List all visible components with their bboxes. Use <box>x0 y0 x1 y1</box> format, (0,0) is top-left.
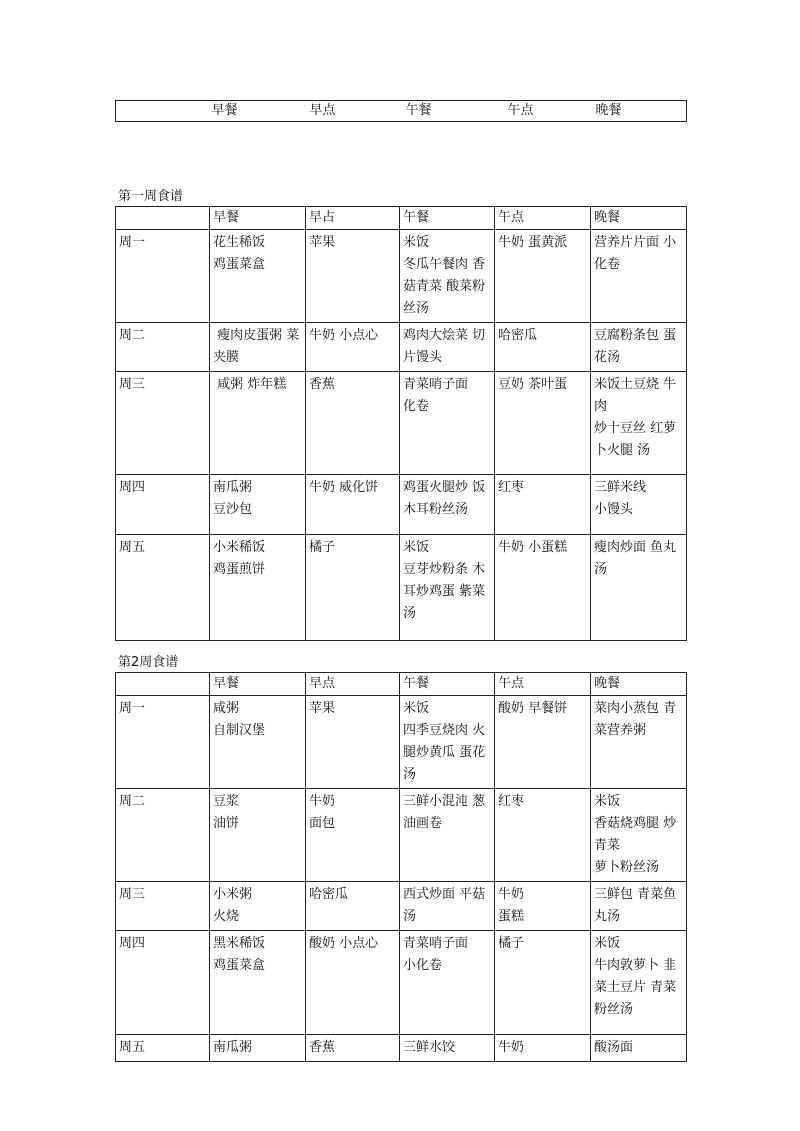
week2-header-row <box>116 673 687 696</box>
week2-meal-cell: 牛奶 蛋糕 <box>495 882 591 931</box>
week1-meal-cell: 小米稀饭 鸡蛋煎饼 <box>210 535 306 641</box>
week2-body <box>116 673 687 1062</box>
week1-meal-cell: 花生稀饭 鸡蛋菜盒 <box>210 230 306 323</box>
week1-day-cell: 周一 <box>116 230 210 323</box>
top-header-cell: 早点 <box>309 103 336 118</box>
week1-meal-cell: 红枣 <box>495 475 591 535</box>
week2-header-cell: 早点 <box>306 673 400 696</box>
week1-meal-cell: 豆腐粉条包 蛋花汤 <box>591 323 687 372</box>
week2-meal-cell: 香蕉 <box>306 1035 400 1062</box>
week1-header-cell: 早占 <box>306 207 400 230</box>
week2-row <box>116 789 687 882</box>
week1-header-cell: 晚餐 <box>591 207 687 230</box>
week1-row <box>116 475 687 535</box>
week2-meal-cell: 三鲜小混沌 葱油画卷 <box>400 789 495 882</box>
week1-row <box>116 535 687 641</box>
week2-meal-cell: 黑米稀饭 鸡蛋菜盒 <box>210 931 306 1035</box>
week1-header-cell: 早餐 <box>210 207 306 230</box>
week1-meal-cell: 瘦肉炒面 鱼丸汤 <box>591 535 687 641</box>
week2-day-cell: 周三 <box>116 882 210 931</box>
week1-meal-cell: 三鲜米线 小馒头 <box>591 475 687 535</box>
week1-row <box>116 372 687 475</box>
week2-meal-cell: 南瓜粥 <box>210 1035 306 1062</box>
week1-meal-cell: 苹果 <box>306 230 400 323</box>
week1-title: 第一周食谱 <box>118 189 184 204</box>
week1-meal-cell: 米饭 冬瓜午餐肉 香菇青菜 酸菜粉丝汤 <box>400 230 495 323</box>
week2-row <box>116 931 687 1035</box>
week2-header-cell: 午餐 <box>400 673 495 696</box>
week2-meal-cell: 小米粥 火烧 <box>210 882 306 931</box>
week1-meal-cell: 瘦肉皮蛋粥 菜夹膜 <box>210 323 306 372</box>
week1-meal-cell: 豆奶 茶叶蛋 <box>495 372 591 475</box>
week1-day-cell: 周四 <box>116 475 210 535</box>
week2-title: 第2周食谱 <box>118 655 179 670</box>
week2-row <box>116 696 687 789</box>
week2-header-cell: 午点 <box>495 673 591 696</box>
week1-meal-cell: 牛奶 小蛋糕 <box>495 535 591 641</box>
top-header-cell: 午餐 <box>405 103 432 118</box>
week1-meal-cell: 鸡肉大烩菜 切片馒头 <box>400 323 495 372</box>
week2-day-cell: 周一 <box>116 696 210 789</box>
week2-meal-cell: 米饭 牛肉敦萝卜 韭菜土豆片 青菜粉丝汤 <box>591 931 687 1035</box>
week1-meal-cell: 橘子 <box>306 535 400 641</box>
top-header-cell: 午点 <box>507 103 534 118</box>
week2-meal-cell: 青菜哨子面 小化卷 <box>400 931 495 1035</box>
week2-row <box>116 882 687 931</box>
week1-meal-cell: 咸粥 炸年糕 <box>210 372 306 475</box>
week1-header-cell <box>116 207 210 230</box>
top-header-cell: 晚餐 <box>595 103 622 118</box>
top-header-row <box>116 101 687 122</box>
week1-meal-cell: 青菜哨子面 化卷 <box>400 372 495 475</box>
week1-meal-cell: 牛奶 小点心 <box>306 323 400 372</box>
week1-day-cell: 周五 <box>116 535 210 641</box>
week2-meal-cell: 咸粥 自制汉堡 <box>210 696 306 789</box>
week2-meal-cell: 酸汤面 <box>591 1035 687 1062</box>
week1-header-cell: 午点 <box>495 207 591 230</box>
top-header-cell <box>116 101 210 122</box>
week2-header-cell <box>116 673 210 696</box>
top-header-cell: 早餐 <box>211 103 238 118</box>
week2-meal-cell: 三鲜水饺 <box>400 1035 495 1062</box>
week1-header-row <box>116 207 687 230</box>
week1-meal-cell: 哈密瓜 <box>495 323 591 372</box>
week2-meal-cell: 红枣 <box>495 789 591 882</box>
week2-meal-cell: 橘子 <box>495 931 591 1035</box>
week2-meal-cell: 西式炒面 平菇汤 <box>400 882 495 931</box>
week1-body <box>116 207 687 641</box>
week1-row <box>116 230 687 323</box>
week2-meal-cell: 酸奶 小点心 <box>306 931 400 1035</box>
week2-meal-cell: 三鲜包 青菜鱼丸汤 <box>591 882 687 931</box>
week1-meal-cell: 牛奶 蛋黄派 <box>495 230 591 323</box>
week2-row <box>116 1035 687 1062</box>
week2-meal-cell: 豆浆 油饼 <box>210 789 306 882</box>
week1-meal-cell: 米饭 豆芽炒粉条 木耳炒鸡蛋 紫菜汤 <box>400 535 495 641</box>
week2-meal-cell: 苹果 <box>306 696 400 789</box>
week2-meal-cell: 哈密瓜 <box>306 882 400 931</box>
week1-meal-cell: 牛奶 威化饼 <box>306 475 400 535</box>
week1-row <box>116 323 687 372</box>
week1-header-cell: 午餐 <box>400 207 495 230</box>
week2-header-cell: 早餐 <box>210 673 306 696</box>
week2-meal-cell: 菜肉小蒸包 青菜营养粥 <box>591 696 687 789</box>
week1-meal-cell: 米饭土豆烧 牛肉 炒十豆丝 红萝卜火腿 汤 <box>591 372 687 475</box>
week2-meal-cell: 米饭 香菇烧鸡腿 炒青菜 萝卜粉丝汤 <box>591 789 687 882</box>
top-header-table <box>115 100 687 122</box>
week1-day-cell: 周三 <box>116 372 210 475</box>
week1-meal-cell: 南瓜粥 豆沙包 <box>210 475 306 535</box>
week1-meal-cell: 香蕉 <box>306 372 400 475</box>
week2-day-cell: 周二 <box>116 789 210 882</box>
week2-meal-cell: 米饭 四季豆烧肉 火腿炒黄瓜 蛋花汤 <box>400 696 495 789</box>
week1-meal-cell: 鸡蛋火腿炒 饭木耳粉丝汤 <box>400 475 495 535</box>
week2-day-cell: 周四 <box>116 931 210 1035</box>
week1-table <box>115 206 687 641</box>
week2-meal-cell: 酸奶 早餐饼 <box>495 696 591 789</box>
week1-meal-cell: 营养片片面 小化卷 <box>591 230 687 323</box>
week2-meal-cell: 牛奶 面包 <box>306 789 400 882</box>
week2-meal-cell: 牛奶 <box>495 1035 591 1062</box>
week1-day-cell: 周二 <box>116 323 210 372</box>
week2-table <box>115 672 687 1062</box>
week2-header-cell: 晚餐 <box>591 673 687 696</box>
week2-day-cell: 周五 <box>116 1035 210 1062</box>
